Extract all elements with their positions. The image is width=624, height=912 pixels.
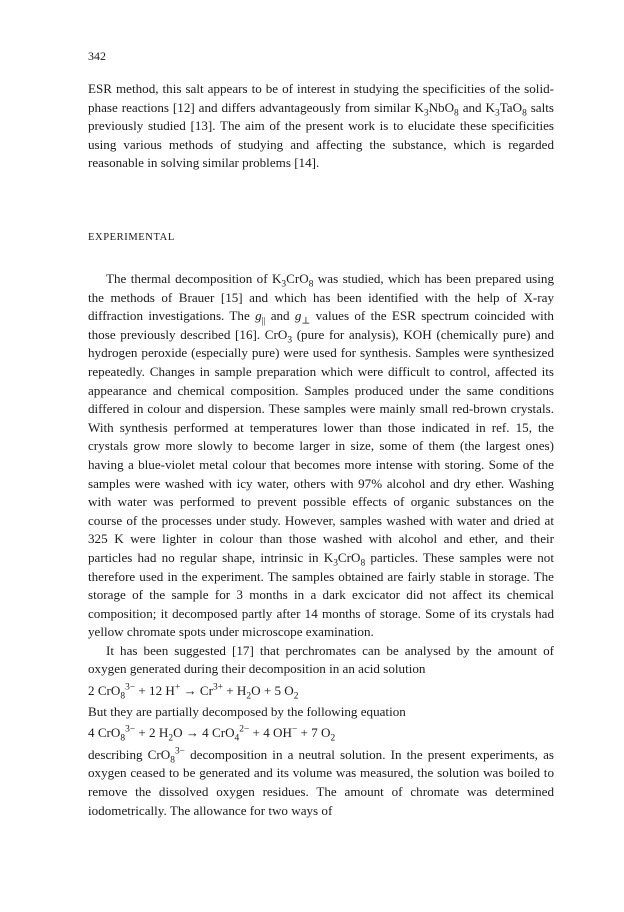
intro-paragraph: ESR method, this salt appears to be of interest in studying the specificities of the solid-phase reactions [12] and differs advantageously from similar $K_3NbO_8$ and $K_3TaO_8$ salts previously studied [13]. The aim of the present work is to elucidate these specificities using various methods of studying and affecting the substance, which is regarded reasonable in solving similar problems [14].: [88, 81, 554, 171]
equation-neutral-decomposition: 4 CrO$_8^{3-}$ + 2 $H_2O \to 4$ CrO$_4^{2-}$ + 4 OH− + 7 $O_2$: [88, 724, 336, 744]
equation-acid-decomposition: 2 CrO$_8^{3-}$ + 12 $H^+ \to Cr^{3+} + H_2O + 5$ $O_2$: [88, 682, 299, 702]
paragraph-partial: But they are partially decomposed by the following equation: [88, 703, 406, 719]
page-number: 342: [88, 49, 106, 63]
paragraph-neutral: describing CrO$_8^{3-}$ decomposition in a neutral solution. In the present experiments, as oxygen ceased to be generated and its volume was measured, the solution was boiled to remove the dissolved oxygen residues. The amount of chromate was determined iodometrically. The allowance for two ways of: [88, 746, 554, 818]
intro-paragraph-block: [88, 80, 554, 173]
experimental-section: [88, 270, 554, 820]
paragraph-analysis: It has been suggested [17] that perchromates can be analysed by the amount of oxygen generated during their decomposition in an acid solution: [88, 642, 554, 677]
paragraph-synthesis: The thermal decomposition of $K_3CrO_8$ was studied, which has been prepared using the methods of Brauer [15] and which has been identified with the help of X-ray diffraction investigations. The $g_{||}$ and $g_\perp$ values of the ESR spectrum coincided with those previously described [16]. CrO$_3$ (pure for analysis), KOH (chemically pure) and hydrogen peroxide (especially pure) were used for synthesis. Samples were synthesized repeatedly. Changes in sample preparation which were difficult to control, affected its appearance and chemical composition. Samples produced under the same conditions differed in colour and dispersion. These samples were mainly small red-brown crystals. With synthesis performed at temperatures lower than those indicated in ref. 15, the crystals grow more slowly to become larger in size, some of them (the largest ones) having a blue-violet metal colour that becomes more intense with storing. Some of the samples were washed with icy water, others with 97% alcohol and dry ether. Washing with water was performed to prevent possible effects of organic substances on the course of the processes under study. However, samples washed with water and dried at 325 K were lighter in colour than those washed with alcohol and ether, and their particles had no regular shape, intrinsic in $K_3CrO_8$ particles. These samples were not therefore used in the experiment. The samples obtained are fairly stable in storage. The storage of the sample for 3 months in a dark excicator did not affect its chemical composition; it decomposed partly after 14 months of storage. Some of its crystals had yellow chromate spots under microscope examination.: [88, 271, 554, 640]
section-heading: EXPERIMENTAL: [88, 232, 175, 243]
